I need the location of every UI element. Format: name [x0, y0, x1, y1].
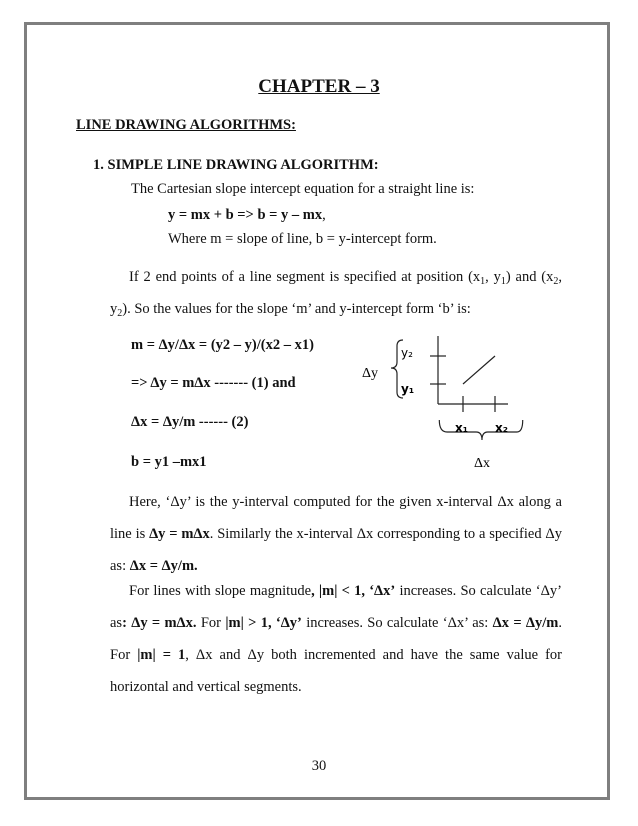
subsection-heading: 1. SIMPLE LINE DRAWING ALGORITHM: — [93, 157, 379, 173]
section-heading: LINE DRAWING ALGORITHMS: — [76, 117, 296, 133]
x1-label: x₁ — [455, 421, 468, 435]
line-segment — [463, 356, 495, 384]
y2-label: y₂ — [401, 346, 413, 360]
slope-equation: m = Δy/Δx = (y2 – y)/(x2 – x1) — [131, 337, 314, 353]
delta-y-label: Δy — [362, 366, 379, 381]
where-line: Where m = slope of line, b = y-intercept form. — [168, 231, 437, 247]
intro-line: The Cartesian slope intercept equation for a straight line is: — [131, 181, 475, 197]
chapter-title: CHAPTER – 3 — [258, 76, 380, 97]
y1-label: y₁ — [401, 382, 415, 396]
delta-x-bracket — [439, 420, 522, 440]
delta-y-equation: => Δy = mΔx ------- (1) and — [131, 375, 296, 391]
slope-magnitude-paragraph: For lines with slope magnitude, |m| < 1, ‘Δx’ increases. So calculate ‘Δy’ as: Δy = mΔx. For |m| > 1, ‘Δy’ increases. So calculate ‘Δx’ as: Δx = Δy/m. For |m| = 1, Δx and Δy both incremented and have the same value for horizontal and vertical segments. — [110, 583, 562, 695]
delta-x-equation: Δx = Δy/m ------ (2) — [131, 414, 249, 430]
intercept-equation: b = y1 –mx1 — [131, 454, 207, 470]
main-equation: y = mx + b => b = y – mx, — [168, 207, 326, 223]
endpoints-paragraph: If 2 end points of a line segment is specified at position ($x_1$, $y_1$) and ($x_2$, $y_2$). So the values for the slope ‘m’ and y-intercept form ‘b’ is: — [110, 269, 563, 319]
delta-x-label: Δx — [474, 456, 491, 471]
line-segment-diagram — [356, 334, 526, 474]
x2-label: x₂ — [495, 421, 508, 435]
page-number: 30 — [311, 758, 327, 774]
interval-paragraph: Here, ‘Δy’ is the y-interval computed for the given x-interval Δx along a line is Δy = mΔx. Similarly the x-interval Δx corresponding to a specified Δy as: Δx = Δy/m. — [110, 494, 562, 574]
